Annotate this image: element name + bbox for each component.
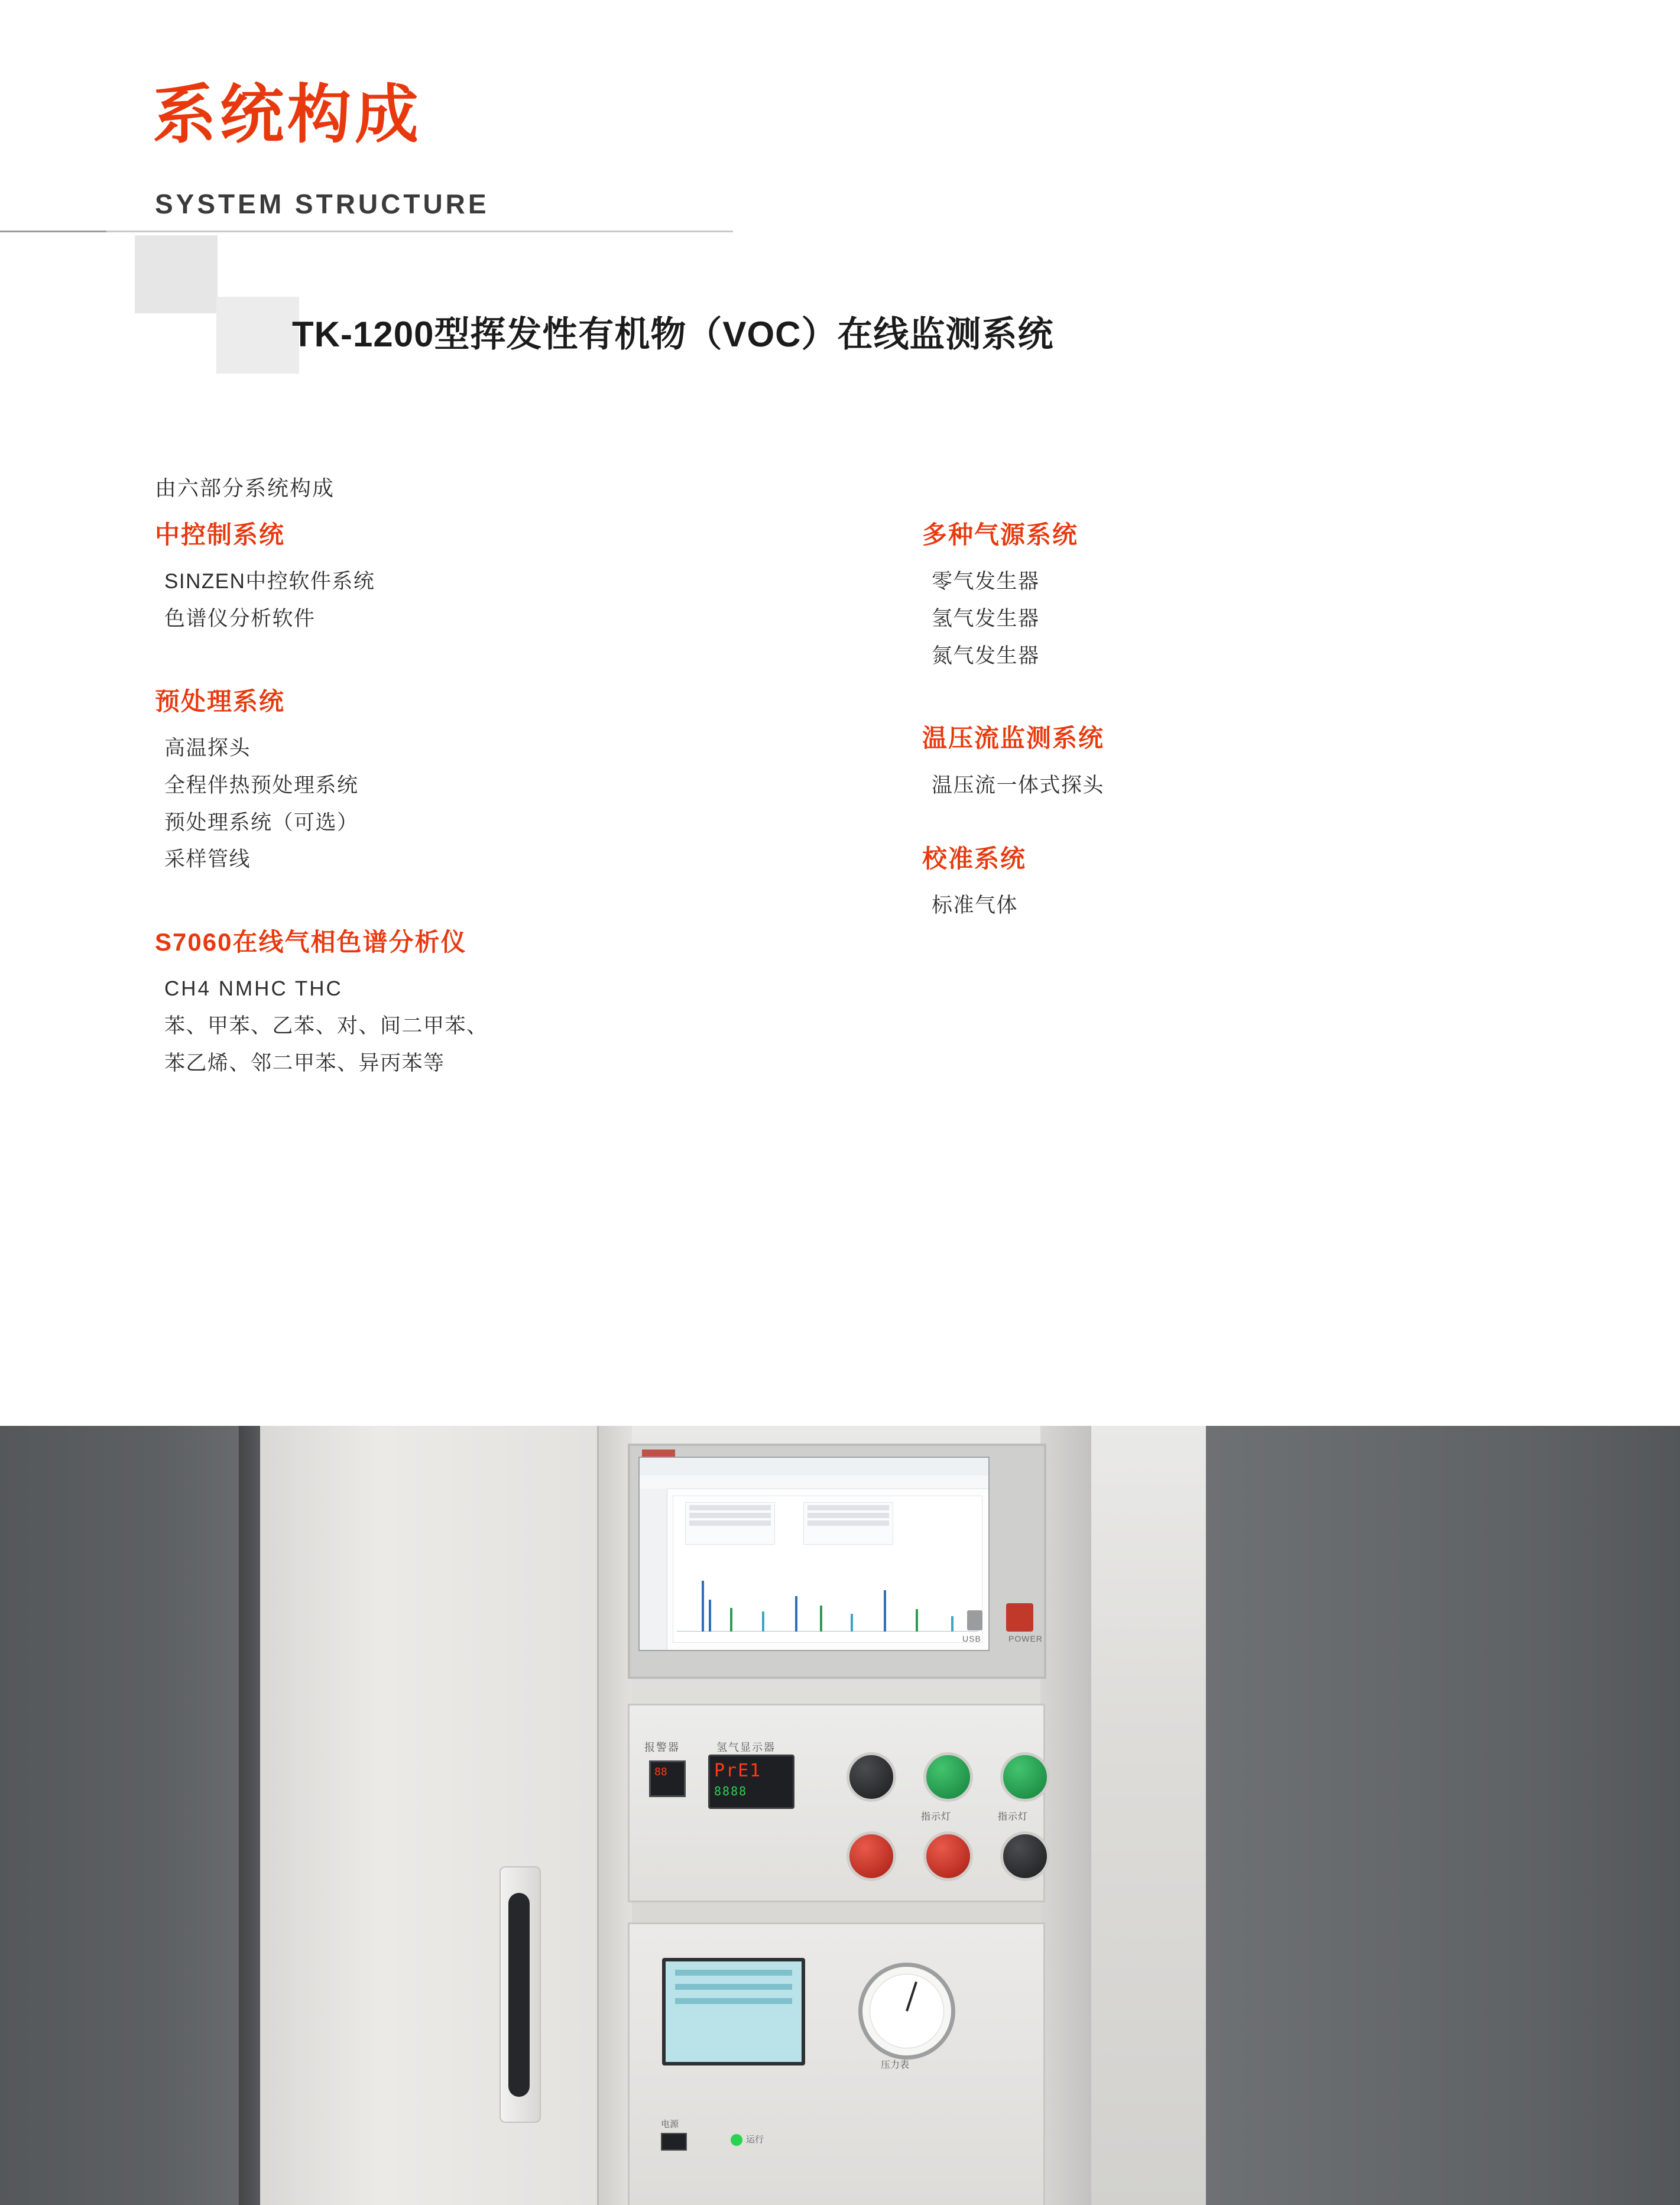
gauge-needle — [906, 1982, 917, 2012]
decor-square-b — [216, 297, 299, 374]
monitor-brand-logo — [642, 1450, 675, 1457]
section-item: 苯乙烯、邻二甲苯、异丙苯等 — [164, 1051, 445, 1075]
chart-peak — [916, 1609, 918, 1632]
pressure-gauge — [858, 1963, 955, 2060]
table-row — [807, 1520, 889, 1526]
section-item: 采样管线 — [164, 848, 251, 871]
usb-label: USB — [962, 1634, 981, 1643]
section-item: CH4 NMHC THC — [164, 977, 343, 1001]
panel-label-alarm: 报警器 — [644, 1742, 680, 1753]
chart-peak — [851, 1614, 853, 1632]
panel-label-hydrogen: 氢气显示器 — [716, 1742, 776, 1753]
section-heading: 温压流监测系统 — [922, 724, 1105, 753]
power-label: POWER — [1008, 1634, 1043, 1643]
photo-wall-left — [0, 1426, 263, 2205]
section-item: 标准气体 — [932, 893, 1019, 917]
decor-square-a — [135, 235, 218, 313]
section-item: 氮气发生器 — [932, 644, 1040, 667]
cabinet-center-frame — [599, 1426, 632, 2205]
page-title: 系统构成 — [153, 79, 423, 150]
chromatogram-chart — [673, 1496, 982, 1643]
knob-black-2[interactable] — [1000, 1831, 1050, 1881]
gauge-face — [870, 1974, 944, 2048]
section-item: SINZEN中控软件系统 — [164, 570, 375, 594]
power-button[interactable] — [1006, 1603, 1033, 1632]
lcd-display — [662, 1958, 805, 2065]
right-column — [922, 520, 1513, 974]
chart-peak — [795, 1596, 797, 1632]
header-divider-short — [0, 231, 106, 232]
table-row — [689, 1513, 771, 1518]
alarm-display — [649, 1760, 686, 1797]
chart-peak — [884, 1590, 886, 1632]
run-indicator-label: 运行 — [746, 2135, 764, 2145]
chart-baseline — [677, 1631, 978, 1632]
software-sidebar — [640, 1489, 667, 1650]
section-central-control — [155, 520, 805, 636]
page-subtitle: SYSTEM STRUCTURE — [155, 189, 489, 219]
section-gas-sources — [922, 520, 1513, 673]
cabinet-door — [260, 1426, 599, 2205]
software-menubar — [640, 1476, 988, 1489]
knob-black[interactable] — [847, 1752, 896, 1802]
table-row — [689, 1520, 771, 1526]
knob-green-1[interactable] — [923, 1752, 973, 1802]
lamp-label-1: 指示灯 — [921, 1812, 952, 1822]
results-table-right — [803, 1502, 893, 1545]
power-switch-label: 电源 — [661, 2119, 679, 2129]
section-heading: 多种气源系统 — [922, 521, 1079, 549]
section-item: 氢气发生器 — [932, 607, 1040, 631]
section-item: 温压流一体式探头 — [932, 773, 1105, 797]
hydrogen-display-value-top: PrE1 — [714, 1760, 762, 1781]
section-item: 预处理系统（可选） — [164, 810, 359, 834]
alarm-display-value: 88 — [654, 1766, 667, 1778]
chart-peak — [951, 1616, 953, 1632]
lcd-line — [675, 1984, 792, 1990]
section-heading: S7060在线气相色谱分析仪 — [155, 928, 467, 956]
section-item: 苯、甲苯、乙苯、对、间二甲苯、 — [164, 1014, 488, 1037]
monitor-screen — [638, 1457, 990, 1651]
left-column — [155, 520, 805, 1131]
knob-green-2[interactable] — [1000, 1752, 1050, 1802]
section-heading: 中控制系统 — [155, 521, 286, 549]
cabinet-door-grip — [508, 1893, 530, 2097]
lamp-label-2: 指示灯 — [998, 1812, 1029, 1822]
section-item: 全程伴热预处理系统 — [164, 773, 359, 797]
lcd-line — [675, 1998, 792, 2004]
chart-peak — [820, 1606, 822, 1632]
photo-wall-right — [1206, 1426, 1680, 2205]
power-switch[interactable] — [661, 2133, 687, 2151]
control-panel — [628, 1704, 1045, 1902]
chart-peak — [702, 1581, 704, 1632]
chart-peak — [762, 1611, 764, 1632]
knob-red-2[interactable] — [923, 1831, 973, 1881]
header-divider — [0, 231, 733, 232]
table-row — [689, 1505, 771, 1510]
section-item: 高温探头 — [164, 737, 251, 760]
section-pretreatment — [155, 687, 805, 877]
chart-peak — [730, 1608, 732, 1632]
cabinet-right-frame — [1040, 1426, 1091, 2205]
section-calibration — [922, 844, 1513, 923]
table-row — [807, 1505, 889, 1510]
hydrogen-display-value-bottom: 8888 — [714, 1784, 748, 1798]
section-tpf-monitoring — [922, 724, 1513, 802]
run-indicator-led — [731, 2134, 742, 2146]
product-photo — [0, 1426, 1680, 2205]
section-gc-analyzer — [155, 928, 805, 1080]
lcd-line — [675, 1970, 792, 1976]
knob-red-1[interactable] — [847, 1831, 896, 1881]
page-header — [0, 0, 1680, 254]
section-item: 零气发生器 — [932, 570, 1040, 594]
gauge-label: 压力表 — [881, 2060, 910, 2070]
product-title: TK-1200型挥发性有机物（VOC）在线监测系统 — [292, 314, 1054, 354]
intro-text: 由六部分系统构成 — [155, 476, 335, 500]
chart-peak — [709, 1600, 711, 1632]
section-heading: 校准系统 — [922, 844, 1027, 873]
usb-port-icon — [967, 1610, 982, 1630]
section-item: 色谱仪分析软件 — [164, 607, 316, 631]
table-row — [807, 1513, 889, 1518]
results-table-left — [685, 1502, 775, 1545]
section-heading: 预处理系统 — [155, 687, 286, 715]
software-titlebar — [640, 1458, 988, 1476]
